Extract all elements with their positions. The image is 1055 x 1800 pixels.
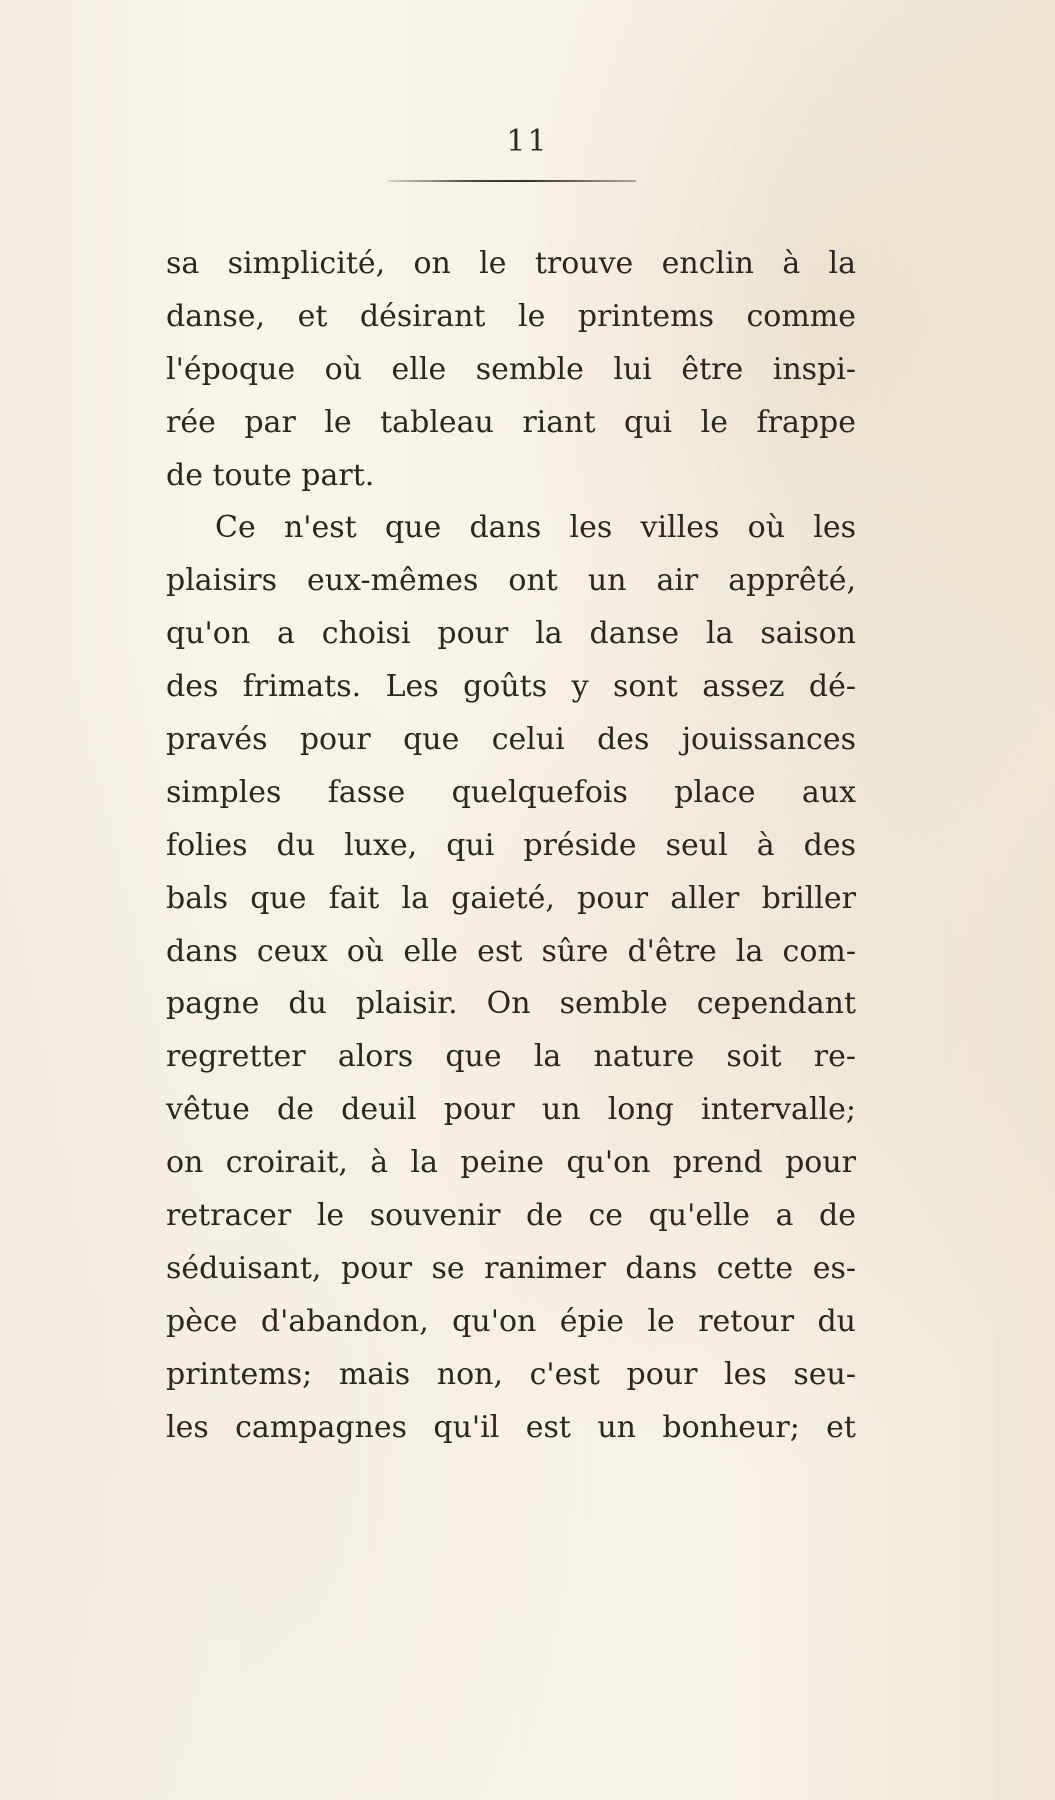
text-line: l'époque où elle semble lui être inspi-: [166, 351, 856, 387]
header-rule: [388, 180, 636, 182]
text-line: les campagnes qu'il est un bonheur; et: [166, 1409, 856, 1445]
page-number: 11: [506, 124, 549, 159]
text-line: des frimats. Les goûts y sont assez dé-: [166, 669, 856, 705]
text-line: retracer le souvenir de ce qu'elle a de: [166, 1198, 856, 1234]
text-line: pravés pour que celui des jouissances: [166, 722, 856, 758]
text-line: pèce d'abandon, qu'on épie le retour du: [166, 1303, 856, 1339]
text-line: on croirait, à la peine qu'on prend pour: [166, 1145, 856, 1181]
text-line: simples fasse quelquefois place aux: [166, 774, 856, 810]
text-line: sa simplicité, on le trouve enclin à la: [166, 246, 856, 281]
text-line: folies du luxe, qui préside seul à des: [166, 827, 856, 863]
text-line: Ce n'est que dans les villes où les: [215, 510, 856, 546]
text-line: pagne du plaisir. On semble cependant: [166, 986, 856, 1022]
text-line: séduisant, pour se ranimer dans cette es-: [166, 1250, 856, 1286]
text-line: dans ceux où elle est sûre d'être la com-: [166, 933, 856, 969]
text-line: bals que fait la gaieté, pour aller briller: [166, 880, 856, 916]
body-text: [166, 238, 856, 1454]
text-line: printems; mais non, c'est pour les seu-: [166, 1356, 856, 1392]
text-line: rée par le tableau riant qui le frappe: [166, 404, 856, 440]
text-line: plaisirs eux-mêmes ont un air apprêté,: [166, 563, 856, 599]
text-line: danse, et désirant le printems comme: [166, 298, 856, 334]
text-line: de toute part.: [166, 457, 375, 493]
text-line: regretter alors que la nature soit re-: [166, 1039, 856, 1075]
text-line: vêtue de deuil pour un long intervalle;: [166, 1092, 856, 1128]
text-line: qu'on a choisi pour la danse la saison: [166, 616, 856, 652]
